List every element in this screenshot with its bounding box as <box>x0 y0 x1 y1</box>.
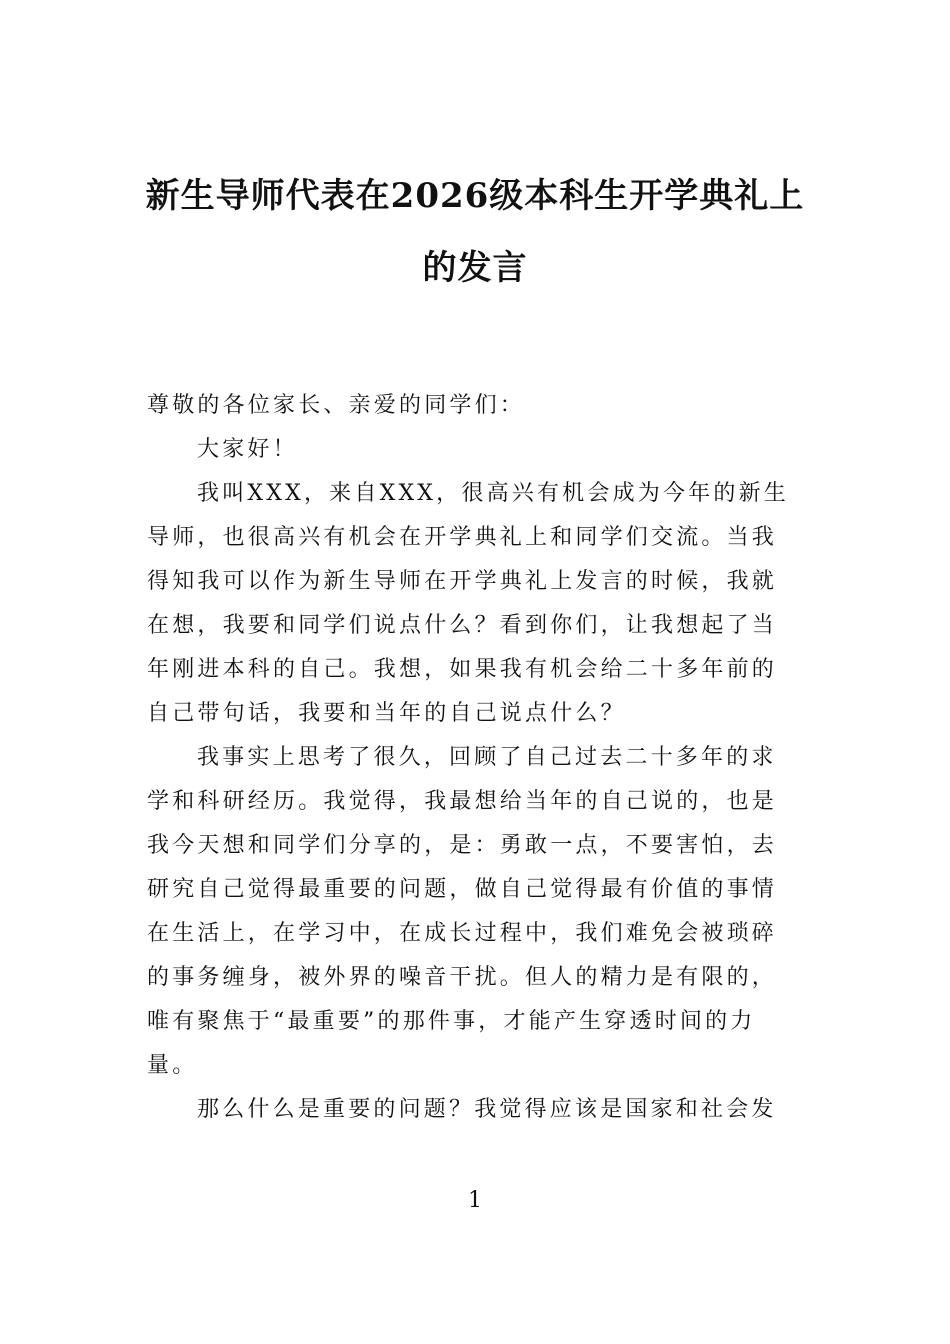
text-line: 得知我可以作为新生导师在开学典礼上发言的时候，我就 <box>147 569 778 594</box>
text-line: 我今天想和同学们分享的，是：勇敢一点，不要害怕，去 <box>147 833 778 858</box>
text-line: 在生活上，在学习中，在成长过程中，我们难免会被琐碎 <box>147 921 778 946</box>
text-line: 的事务缠身，被外界的噪音干扰。但人的精力是有限的， <box>147 965 778 990</box>
text-line: 自己带句话，我要和当年的自己说点什么？ <box>147 701 626 726</box>
text-line: 在想，我要和同学们说点什么？看到你们，让我想起了当 <box>147 613 778 638</box>
document-body <box>147 384 807 1132</box>
document-title-line-1: 新生导师代表在2026级本科生开学典礼上 <box>145 176 805 216</box>
text-line: 我事实上思考了很久，回顾了自己过去二十多年的求 <box>197 745 777 770</box>
text-line: 那么什么是重要的问题？我觉得应该是国家和社会发 <box>197 1097 777 1122</box>
text-line: 唯有聚焦于“最重要”的那件事，才能产生穿透时间的力 <box>147 1009 756 1034</box>
page-number: 1 <box>468 1188 482 1213</box>
text-line: 尊敬的各位家长、亲爱的同学们： <box>147 393 526 418</box>
text-line: 我叫XXX，来自XXX，很高兴有机会成为今年的新生 <box>197 481 789 506</box>
text-line: 导师，也很高兴有机会在开学典礼上和同学们交流。当我 <box>147 525 778 550</box>
text-line: 量。 <box>147 1053 198 1078</box>
text-line: 年刚进本科的自己。我想，如果我有机会给二十多年前的 <box>147 657 778 682</box>
text-line: 学和科研经历。我觉得，我最想给当年的自己说的，也是 <box>147 789 778 814</box>
document-title-line-2: 的发言 <box>422 248 528 288</box>
text-line: 大家好！ <box>197 437 298 462</box>
text-line: 研究自己觉得最重要的问题，做自己觉得最有价值的事情 <box>147 877 778 902</box>
